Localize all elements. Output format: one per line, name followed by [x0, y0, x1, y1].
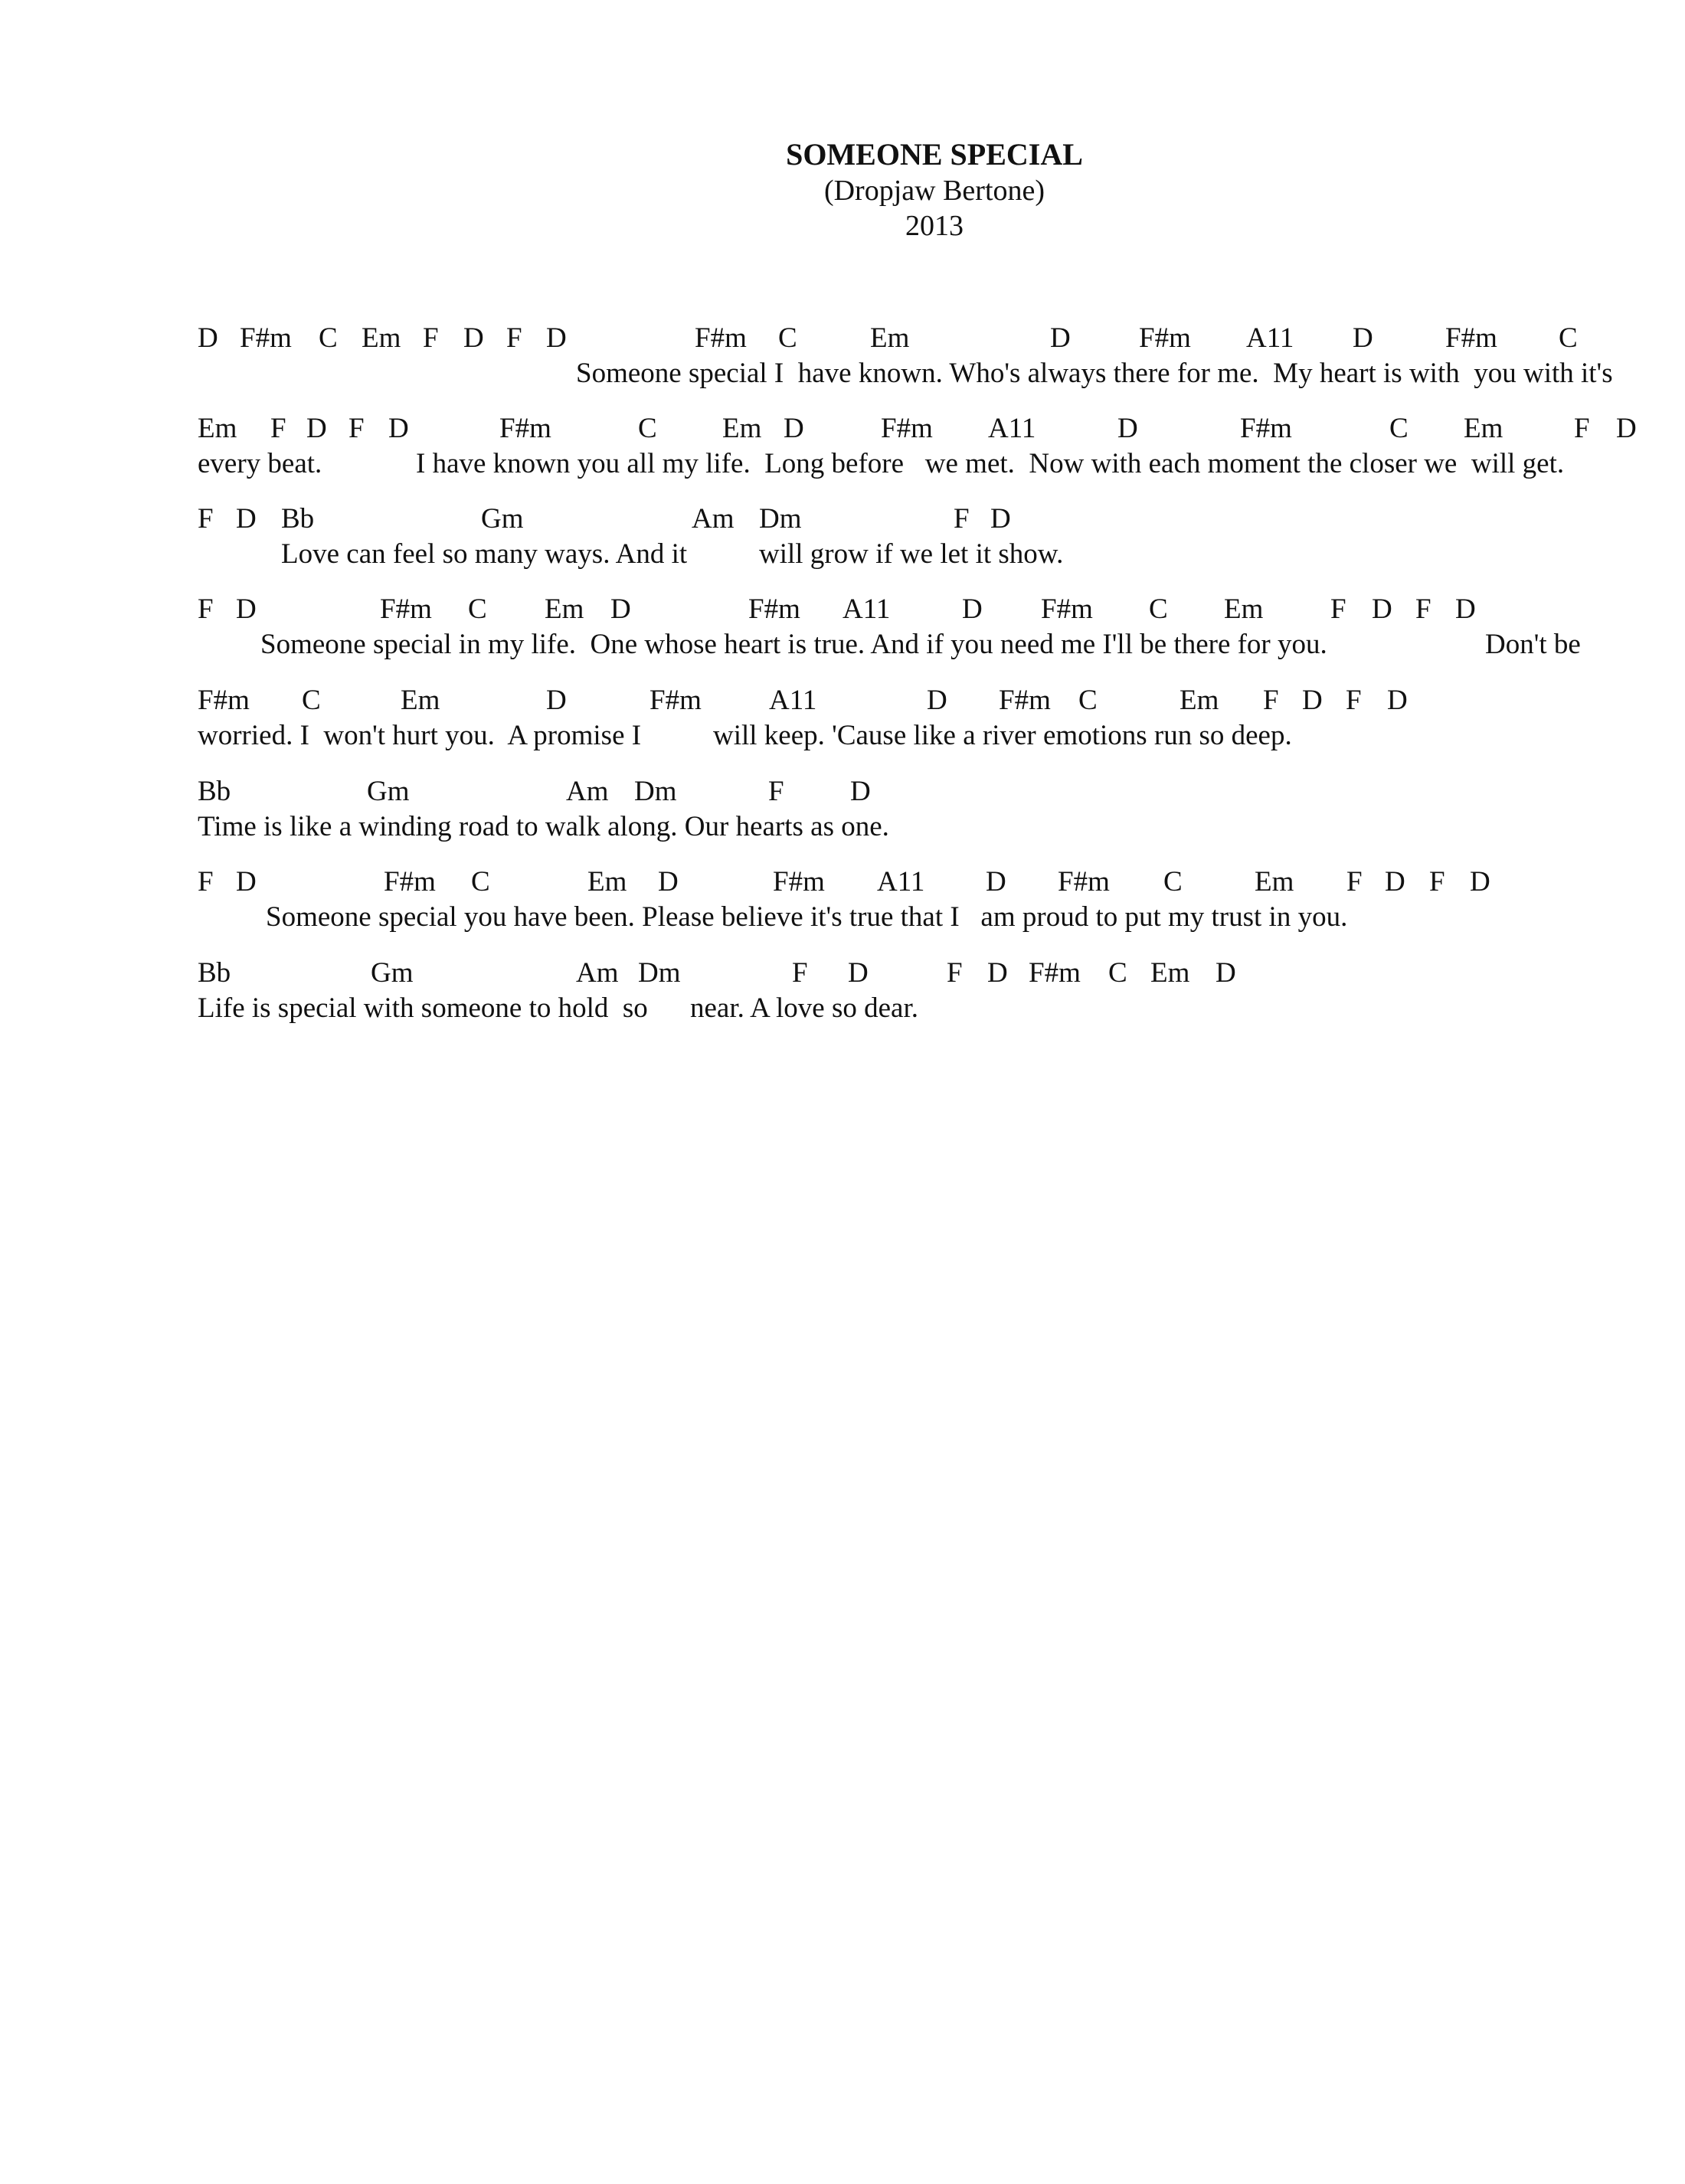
- chord: F: [348, 413, 365, 444]
- chord: F#m: [999, 685, 1051, 716]
- chord: D: [236, 866, 257, 897]
- song-header: [786, 136, 1083, 244]
- lyric-text: Love can feel so many ways. And it: [281, 538, 688, 570]
- chord: F#m: [240, 322, 292, 354]
- chord: Dm: [759, 503, 802, 535]
- chord: A11: [877, 866, 925, 897]
- chord: A11: [1246, 322, 1294, 354]
- chord: F#m: [649, 685, 702, 716]
- chord: C: [638, 413, 657, 444]
- lyric-line: [0, 447, 1685, 486]
- chord-line: [0, 593, 1685, 631]
- chord: F: [954, 503, 970, 535]
- chord: F#m: [881, 413, 933, 444]
- chord: C: [1559, 322, 1578, 354]
- chord: D: [986, 866, 1006, 897]
- chord: F: [506, 322, 522, 354]
- chord: F: [768, 776, 784, 807]
- song-year: 2013: [905, 210, 964, 242]
- chord: F: [792, 957, 808, 989]
- chord: F: [270, 413, 286, 444]
- lyric-text: Time is like a winding road to walk along. Our hearts as one.: [198, 811, 889, 842]
- chord: D: [1470, 866, 1490, 897]
- song-artist: (Dropjaw Bertone): [823, 175, 1045, 207]
- chord: A11: [769, 685, 817, 716]
- chord: F: [1574, 413, 1590, 444]
- chord: D: [850, 776, 871, 807]
- lyric-line: [0, 992, 1685, 1030]
- lyric-line: [0, 538, 1685, 576]
- chord: F: [423, 322, 439, 354]
- chord: Bb: [198, 957, 231, 989]
- chord: C: [1163, 866, 1183, 897]
- lyric-text: Don't be: [1485, 629, 1581, 660]
- chord: Am: [576, 957, 619, 989]
- chord: F: [1346, 866, 1363, 897]
- chord: C: [1389, 413, 1409, 444]
- chord: Em: [362, 322, 401, 354]
- chord: F#m: [1041, 593, 1093, 625]
- chord: D: [784, 413, 804, 444]
- chord: Am: [692, 503, 735, 535]
- chord: Bb: [198, 776, 231, 807]
- chord: Em: [1150, 957, 1190, 989]
- lyric-text: Life is special with someone to hold so: [198, 992, 648, 1024]
- chord: D: [990, 503, 1011, 535]
- chord: C: [471, 866, 490, 897]
- chord: C: [778, 322, 797, 354]
- chord: Em: [1180, 685, 1219, 716]
- chord: F#m: [380, 593, 432, 625]
- chord-line: [0, 956, 1685, 995]
- chord-line: [0, 322, 1685, 360]
- chord: Dm: [638, 957, 681, 989]
- chord: F#m: [1058, 866, 1110, 897]
- chord-line: [0, 412, 1685, 450]
- lyric-line: [0, 357, 1685, 395]
- chord: Em: [198, 413, 237, 444]
- chord: F: [1330, 593, 1346, 625]
- chord: D: [198, 322, 218, 354]
- chord-line: [0, 865, 1685, 904]
- lyric-text: near. A love so dear.: [690, 992, 918, 1024]
- chord: F: [1346, 685, 1362, 716]
- chord: D: [1302, 685, 1323, 716]
- chord: D: [1385, 866, 1405, 897]
- chord: C: [319, 322, 338, 354]
- lyric-text: Someone special I have known. Who's always there for me. My heart is with you with it's: [576, 358, 1613, 389]
- lyric-text: Someone special in my life. One whose heart is true. And if you need me I'll be there for you.: [260, 629, 1327, 660]
- lyric-text: I have known you all my life. Long before we met. Now with each moment the closer we will get.: [416, 448, 1565, 479]
- chord: F: [1429, 866, 1445, 897]
- chord: F#m: [773, 866, 825, 897]
- chord: F: [1263, 685, 1279, 716]
- chord: F#m: [1240, 413, 1292, 444]
- chord: D: [388, 413, 409, 444]
- lyric-line: [0, 901, 1685, 939]
- chord: F#m: [695, 322, 747, 354]
- lyric-text: worried. I won't hurt you. A promise I: [198, 720, 642, 751]
- chord: D: [1050, 322, 1071, 354]
- lyric-text: Someone special you have been. Please believe it's true that I am proud to put my trust in you.: [266, 901, 1348, 933]
- chord: A11: [842, 593, 891, 625]
- lyric-text: will grow if we let it show.: [759, 538, 1064, 570]
- chord: F: [1415, 593, 1431, 625]
- chord: Em: [870, 322, 910, 354]
- chord: D: [1387, 685, 1408, 716]
- chord: A11: [988, 413, 1036, 444]
- chord: D: [1455, 593, 1476, 625]
- chord: C: [1078, 685, 1098, 716]
- chord: D: [546, 685, 567, 716]
- chord: D: [610, 593, 631, 625]
- chord: C: [1149, 593, 1168, 625]
- chord-line: [0, 684, 1685, 722]
- song-title: SOMEONE SPECIAL: [786, 137, 1083, 172]
- chord: D: [658, 866, 679, 897]
- chord: C: [1108, 957, 1127, 989]
- chord: Gm: [371, 957, 414, 989]
- chord: Em: [1464, 413, 1503, 444]
- chord: F#m: [499, 413, 551, 444]
- chord: D: [1215, 957, 1236, 989]
- lyric-text: will keep. 'Cause like a river emotions run so deep.: [713, 720, 1292, 751]
- chord: Gm: [367, 776, 410, 807]
- chord: Am: [566, 776, 609, 807]
- chord: C: [302, 685, 321, 716]
- lyric-line: [0, 810, 1685, 848]
- chord: Em: [545, 593, 584, 625]
- chord: D: [1117, 413, 1138, 444]
- chord: D: [236, 593, 257, 625]
- chord: Gm: [481, 503, 524, 535]
- chord: D: [1616, 413, 1637, 444]
- chord: D: [1372, 593, 1392, 625]
- chord: F: [198, 866, 214, 897]
- lyric-line: [0, 719, 1685, 757]
- chord: D: [463, 322, 484, 354]
- chord: D: [306, 413, 327, 444]
- chord: F: [947, 957, 963, 989]
- chord: F#m: [1139, 322, 1191, 354]
- chord: D: [848, 957, 869, 989]
- chord: Bb: [281, 503, 315, 535]
- chord: Em: [587, 866, 627, 897]
- chord: F#m: [384, 866, 436, 897]
- lyric-line: [0, 628, 1685, 666]
- chord-line: [0, 502, 1685, 541]
- chord: D: [236, 503, 257, 535]
- chord: Em: [1224, 593, 1264, 625]
- chord: C: [468, 593, 487, 625]
- chord: D: [1353, 322, 1373, 354]
- chord: Dm: [634, 776, 677, 807]
- chord: Em: [722, 413, 762, 444]
- chord: Em: [1255, 866, 1294, 897]
- chord: F#m: [1445, 322, 1497, 354]
- chord: F: [198, 593, 214, 625]
- chord: F#m: [198, 685, 250, 716]
- lyric-text: every beat.: [198, 448, 322, 479]
- chord: D: [962, 593, 983, 625]
- chord: F: [198, 503, 214, 535]
- chord: F#m: [748, 593, 800, 625]
- chord: F#m: [1029, 957, 1081, 989]
- chord-line: [0, 775, 1685, 813]
- chord: D: [927, 685, 947, 716]
- chord: D: [546, 322, 567, 354]
- chord: Em: [401, 685, 440, 716]
- chord: D: [987, 957, 1008, 989]
